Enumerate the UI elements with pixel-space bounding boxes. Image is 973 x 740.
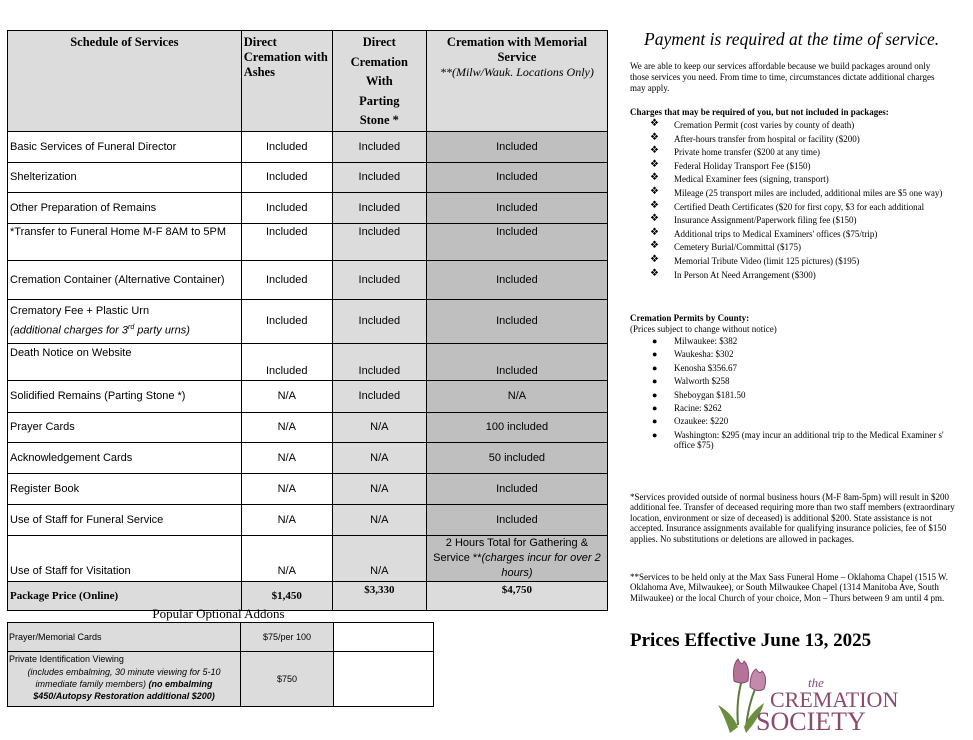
cell-value: N/A	[241, 412, 332, 442]
table-row	[8, 442, 608, 473]
table-row	[8, 473, 608, 504]
schedule-table	[7, 30, 608, 611]
table-row	[8, 260, 608, 299]
addon-row	[8, 623, 434, 652]
cell-value: Included	[332, 131, 426, 162]
diamond-bullet-icon: ❖	[650, 172, 659, 184]
list-item: ● Walworth $258	[652, 376, 730, 387]
cell-value: Included	[426, 162, 607, 192]
table-row	[8, 343, 608, 380]
header-service: Schedule of Services	[8, 31, 242, 132]
cell-value: Included	[332, 260, 426, 299]
dot-bullet-icon: ●	[652, 362, 658, 373]
cell-value: N/A	[426, 380, 607, 412]
dot-bullet-icon: ●	[652, 389, 658, 400]
cell-value: N/A	[332, 504, 426, 535]
list-item: ● Waukesha: $302	[652, 349, 734, 360]
list-item: ● Kenosha $356.67	[652, 362, 737, 373]
cell-value: Included	[241, 131, 332, 162]
diamond-bullet-icon: ❖	[650, 267, 659, 279]
cell-value: Included	[241, 299, 332, 343]
cell-value: Included	[332, 343, 426, 380]
service-name: Solidified Remains (Parting Stone *)	[8, 380, 242, 412]
table-row	[8, 162, 608, 192]
service-name: Other Preparation of Remains	[8, 192, 242, 223]
addon-empty	[334, 623, 434, 652]
service-note: (additional charges for 3rd party urns)	[10, 324, 190, 337]
cell-value: N/A	[332, 412, 426, 442]
addons-title: Popular Optional Addons	[152, 606, 285, 621]
permits-list	[650, 336, 955, 453]
diamond-bullet-icon: ❖	[650, 253, 659, 265]
cell-value: N/A	[332, 473, 426, 504]
diamond-bullet-icon: ❖	[650, 118, 659, 129]
service-name: Death Notice on Website	[8, 343, 242, 380]
list-item: ❖ Cemetery Burial/Committal ($175)	[650, 240, 801, 253]
diamond-bullet-icon: ❖	[650, 226, 659, 238]
cell-value: Included	[241, 162, 332, 192]
footnote-hours: *Services provided outside of normal business hours (M-F 8am-5pm) will result in $200 additional fee. Transfer of deceased requiring more than two staff members (extraordinary location, environment or size of deceased) is additional $200. State assistance is not accepted. Insurance assignments available for qualifying insurance policies, fee of $150 applies. No substitutions or deletions are allowed in packages.	[630, 492, 955, 544]
list-item: ● Sheboygan $181.50	[652, 389, 746, 400]
list-item: ❖ After-hours transfer from hospital or facility ($200)	[650, 131, 860, 144]
dot-bullet-icon: ●	[652, 336, 658, 346]
charges-list	[650, 120, 955, 283]
list-item: ● Milwaukee: $382	[652, 336, 738, 346]
cell-value: N/A	[241, 535, 332, 581]
table-row	[8, 412, 608, 442]
list-item: ❖ Certified Death Certificates ($20 for first copy, $3 for each additional	[650, 199, 925, 212]
dot-bullet-icon: ●	[652, 429, 658, 440]
table-row	[8, 223, 608, 260]
list-item: ● Ozaukee: $220	[652, 416, 729, 427]
cell-value: N/A	[241, 442, 332, 473]
cell-value: Included	[426, 343, 607, 380]
service-name: Basic Services of Funeral Director	[8, 131, 242, 162]
table-row	[8, 535, 608, 581]
diamond-bullet-icon: ❖	[650, 199, 659, 211]
list-item: ❖ Federal Holiday Transport Fee ($150)	[650, 158, 811, 171]
service-name: Prayer Cards	[8, 412, 242, 442]
package-price-label: Package Price (Online)	[8, 581, 242, 610]
cell-value: Included	[241, 192, 332, 223]
table-row	[8, 504, 608, 535]
service-name: Use of Staff for Visitation	[8, 535, 242, 581]
list-item: ❖ Cremation Permit (cost varies by county of death)	[650, 118, 855, 130]
cell-value: N/A	[241, 380, 332, 412]
addon-name: Private Identification Viewing (includes embalming, 30 minute viewing for 5-10 immediate family members) (no embalming $450/Autopsy Restoration additional $200)	[8, 652, 241, 707]
cell-value: Included	[426, 473, 607, 504]
service-name: Acknowledgement Cards	[8, 442, 242, 473]
cell-value: Included	[426, 223, 607, 260]
list-item: ● Washington: $295 (may incur an additional trip to the Medical Examiner s' office $75)	[652, 429, 944, 450]
header-parting-stone: Direct Cremation With Parting Stone *	[332, 31, 426, 132]
header-direct-cremation: Direct Cremation with Ashes	[241, 31, 332, 132]
logo-the: the	[808, 675, 824, 690]
diamond-bullet-icon: ❖	[650, 158, 659, 170]
list-item: ❖ Mileage (25 transport miles are included, additional miles are $5 one way)	[650, 185, 943, 198]
dot-bullet-icon: ●	[652, 402, 658, 413]
table-row	[8, 192, 608, 223]
cell-value: 100 included	[426, 412, 607, 442]
list-item: ❖ In Person At Need Arrangement ($300)	[650, 267, 816, 280]
prices-effective: Prices Effective June 13, 2025	[630, 630, 872, 651]
list-item: ● Racine: $262	[652, 402, 722, 413]
diamond-bullet-icon: ❖	[650, 240, 659, 252]
service-name: Use of Staff for Funeral Service	[8, 504, 242, 535]
cremation-society-logo	[716, 655, 906, 735]
cell-value: Included	[332, 162, 426, 192]
permits-heading: Cremation Permits by County: (Prices subject to change without notice)	[630, 313, 777, 334]
cell-value: 50 included	[426, 442, 607, 473]
cell-value: N/A	[332, 442, 426, 473]
price-value: $3,330	[332, 581, 426, 610]
addons-table	[7, 622, 434, 707]
service-name: *Transfer to Funeral Home M-F 8AM to 5PM	[8, 223, 242, 260]
addon-row	[8, 652, 434, 707]
footnote-locations: **Services to be held only at the Max Sass Funeral Home – Oklahoma Chapel (1515 W. Oklahoma Ave, Milwaukee), or South Milwaukee Chapel (1314 Manitoba Ave, South Milwaukee) or the local Church of your choice, Mon – Thurs between 9 am until 4 pm.	[630, 572, 948, 603]
cell-value: Included	[426, 192, 607, 223]
cell-value: Included	[241, 223, 332, 260]
list-item: ❖ Memorial Tribute Video (limit 125 pictures) ($195)	[650, 253, 860, 266]
table-row	[8, 131, 608, 162]
service-name: Register Book	[8, 473, 242, 504]
price-value: $1,450	[241, 581, 332, 610]
service-name: Shelterization	[8, 162, 242, 192]
cell-value: Included	[332, 299, 426, 343]
addon-empty	[334, 652, 434, 707]
addon-name: Prayer/Memorial Cards	[8, 623, 241, 652]
list-item: ❖ Medical Examiner fees (signing, transport)	[650, 172, 829, 185]
cell-value: Included	[426, 260, 607, 299]
header-memorial: Cremation with Memorial Service **(Milw/Wauk. Locations Only)	[426, 31, 607, 132]
cell-value: N/A	[241, 473, 332, 504]
diamond-bullet-icon: ❖	[650, 131, 659, 143]
list-item: ❖ Insurance Assignment/Paperwork filing fee ($150)	[650, 213, 857, 226]
dot-bullet-icon: ●	[652, 349, 658, 360]
table-row	[8, 380, 608, 412]
cell-value: Included	[426, 299, 607, 343]
cell-value: N/A	[241, 504, 332, 535]
cell-value: Included	[426, 504, 607, 535]
cell-value: 2 Hours Total for Gathering & Service **(charges incur for over 2 hours)	[426, 535, 607, 581]
cell-value: Included	[332, 380, 426, 412]
cell-value: Included	[426, 131, 607, 162]
addon-price: $75/per 100	[241, 623, 334, 652]
price-value: $4,750	[426, 581, 607, 610]
addon-price: $750	[241, 652, 334, 707]
intro-text: We are able to keep our services affordable because we build packages around only those services you need. From time to time, circumstances dictate additional charges may apply.	[630, 61, 935, 93]
logo-society: SOCIETY	[756, 707, 866, 735]
cell-value: Included	[241, 343, 332, 380]
service-name: Crematory Fee + Plastic Urn (additional charges for 3rd party urns)	[8, 299, 242, 343]
cell-value: N/A	[332, 535, 426, 581]
charges-heading: Charges that may be required of you, but not included in packages:	[630, 107, 889, 117]
diamond-bullet-icon: ❖	[650, 145, 659, 157]
logo-cremation: CREMATION	[770, 687, 899, 712]
service-name: Cremation Container (Alternative Container)	[8, 260, 242, 299]
cell-value: Included	[241, 260, 332, 299]
diamond-bullet-icon: ❖	[650, 213, 659, 225]
payment-notice: Payment is required at the time of service.	[644, 29, 940, 49]
cell-value: Included	[332, 192, 426, 223]
cell-value: Included	[332, 223, 426, 260]
dot-bullet-icon: ●	[652, 416, 658, 427]
list-item: ❖ Additional trips to Medical Examiners' offices ($75/trip)	[650, 226, 878, 239]
dot-bullet-icon: ●	[652, 376, 658, 387]
list-item: ❖ Private home transfer ($200 at any time)	[650, 145, 820, 158]
header-row	[8, 31, 608, 132]
diamond-bullet-icon: ❖	[650, 185, 659, 197]
table-row	[8, 299, 608, 343]
